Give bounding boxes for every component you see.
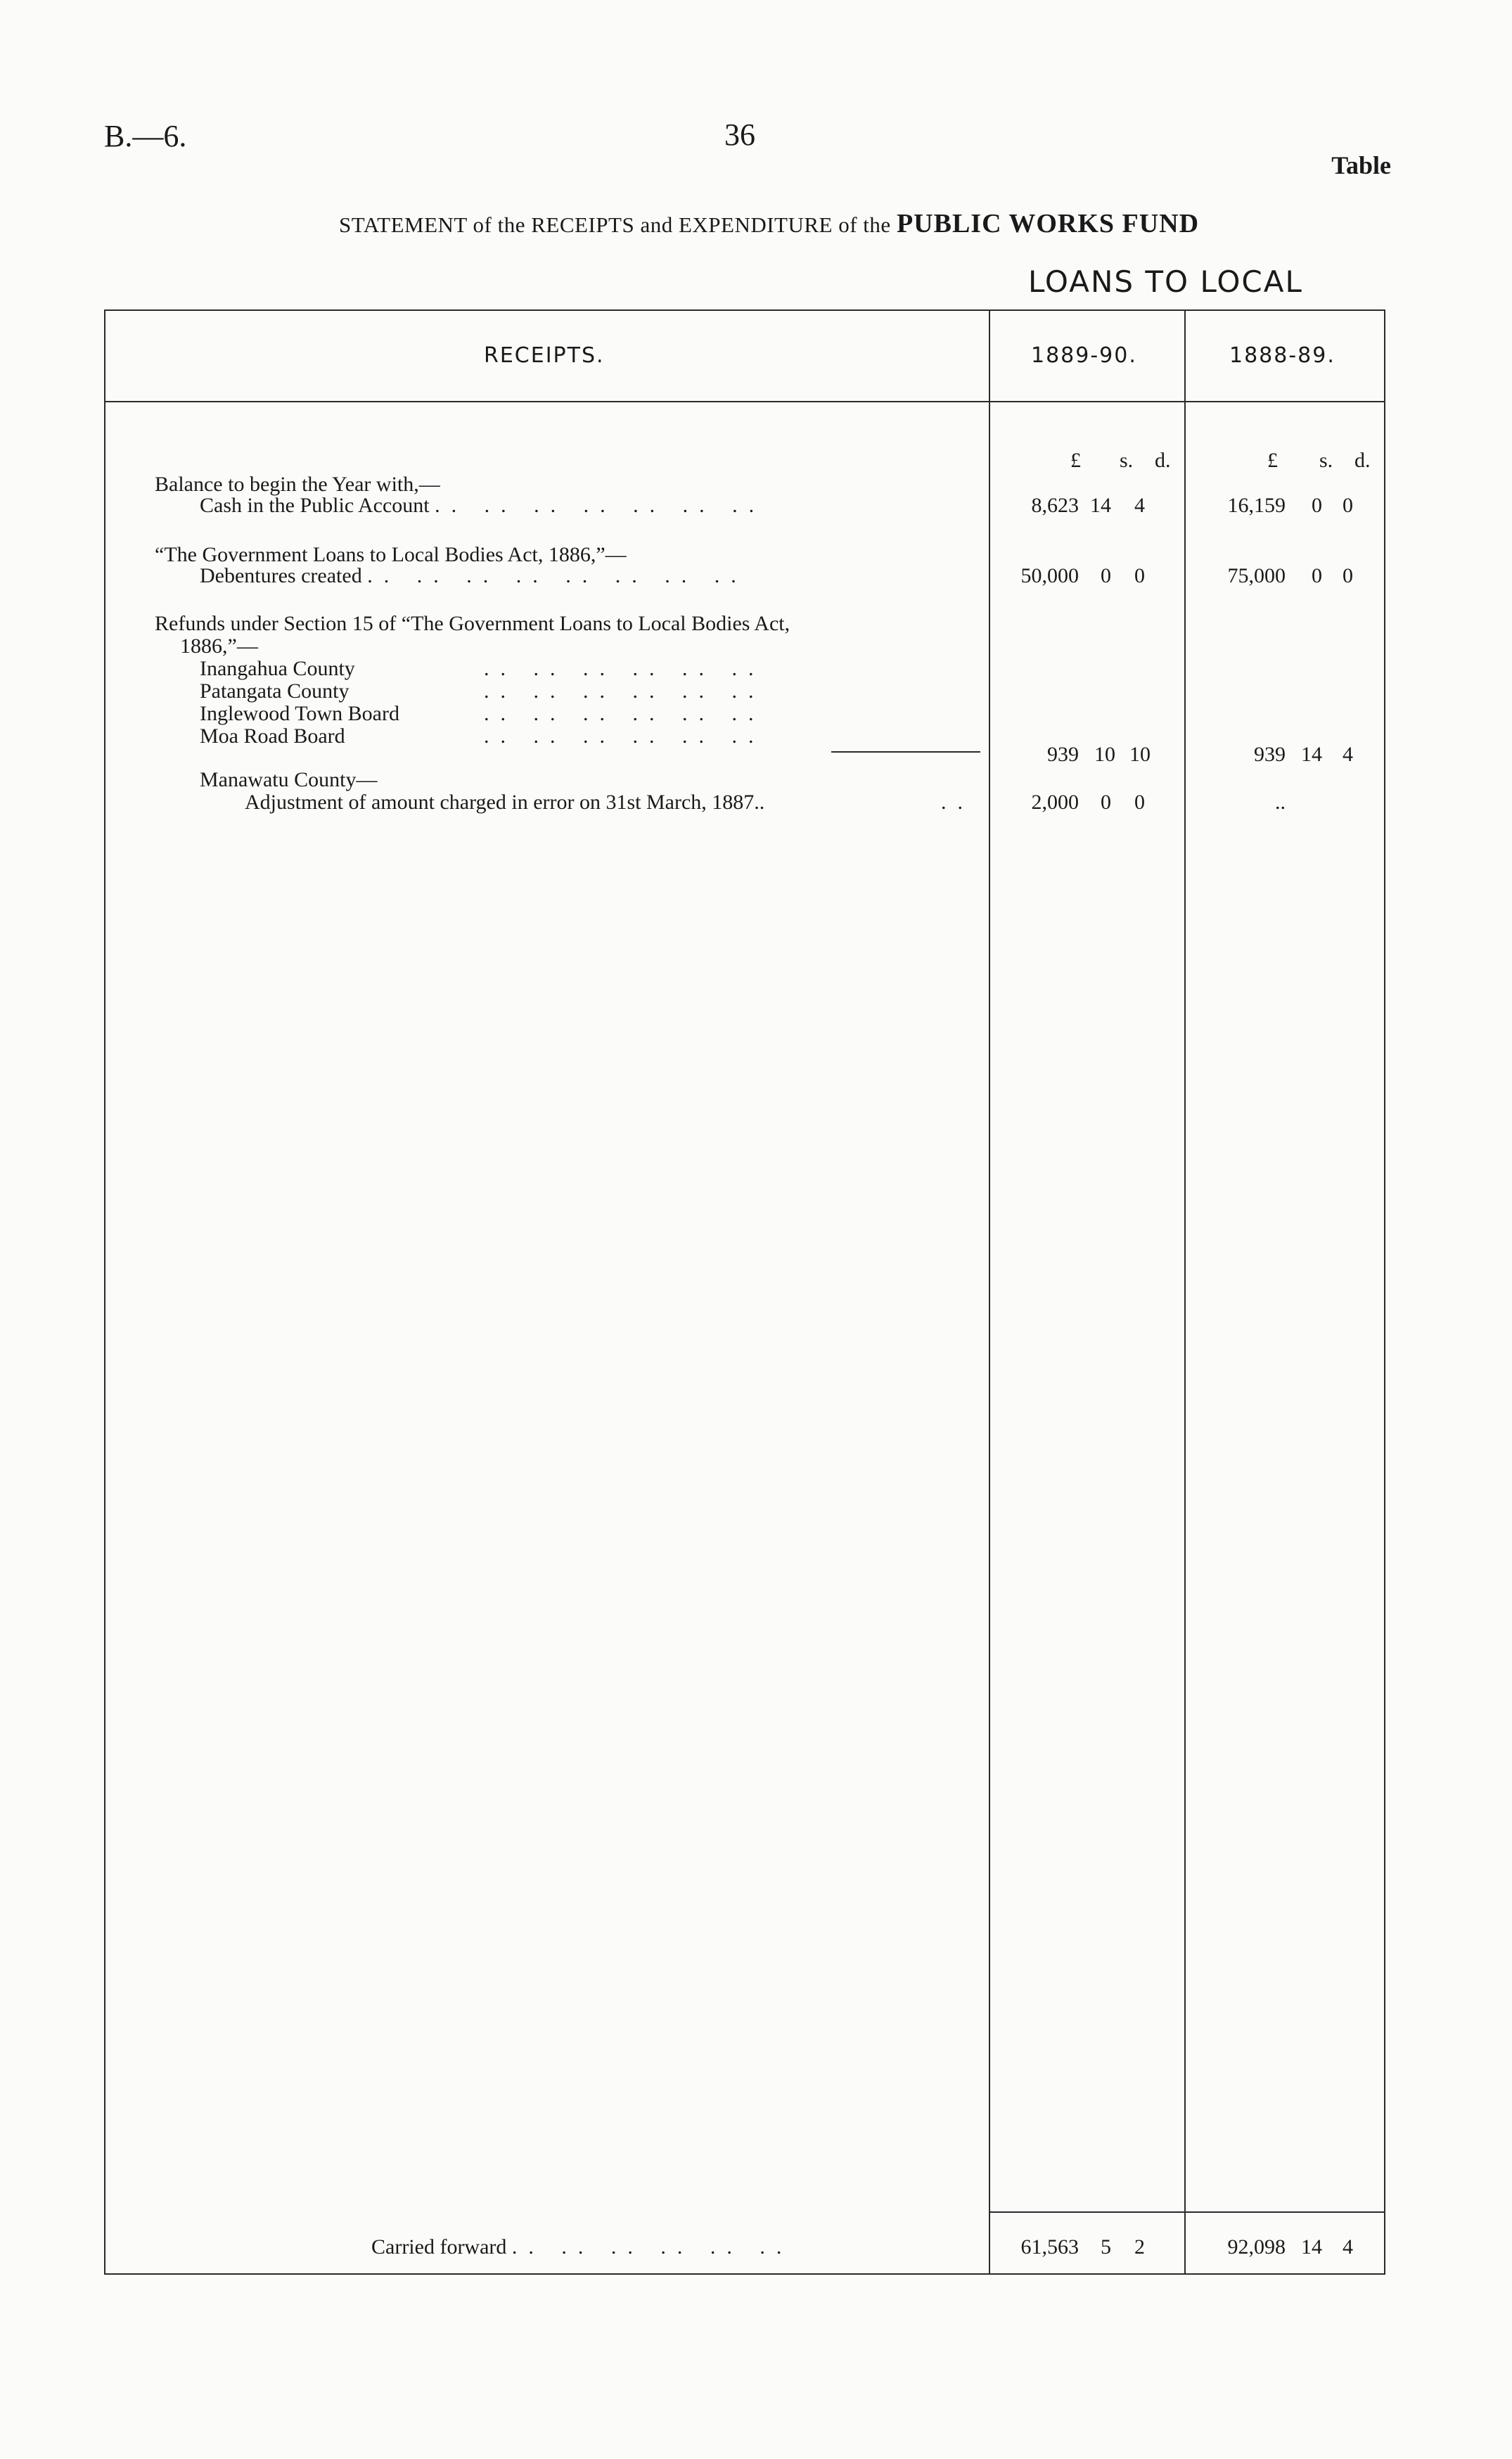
manawatu-heading: Manawatu County— [200,768,378,791]
deb-1888-pounds: 75,000 [1227,564,1286,587]
cash-1889-shillings-col: 14 [1090,494,1111,517]
cash-1889-pence-col: 4 [1134,494,1145,517]
pence-unit-2: d. [1354,449,1371,472]
table-left-rule [104,309,105,2275]
leader-dots: .. .. .. .. .. .. [511,2235,793,2259]
table-label: Table [1331,151,1391,179]
carried-1888-pence: 4 [1343,2235,1353,2259]
refund-subtotal-rule [831,751,980,753]
carried-forward-label: Carried forward [371,2235,507,2259]
carried-1889-pence: 2 [1134,2235,1145,2259]
refund-item-label: Moa Road Board [200,724,345,748]
cash-1888-pounds: 16,159 [1227,494,1286,517]
deb-1888-shillings: 0 [1312,564,1322,587]
debentures-row-label [200,564,748,588]
table-subtitle: LOANS TO LOCAL [1028,264,1303,299]
carried-1889-pounds: 61,563 [1020,2235,1079,2259]
deb-1888-pence: 0 [1343,564,1353,587]
refund-item-label: Inangahua County [200,657,355,680]
leader-dots: .. [941,791,974,814]
refunds-1888-pounds: 939 [1254,743,1286,766]
cash-row-label [200,494,765,518]
deb-1889-pence: 0 [1134,564,1145,587]
cash-label: Cash in the Public Account [200,494,430,517]
refunds-1889-pounds: 939 [1047,743,1079,766]
leader-dots: .. .. .. .. .. .. .. .. [367,564,748,587]
refund-item-label: Patangata County [200,679,350,703]
leader-dots: .. .. .. .. .. .. [484,724,765,748]
year-1888-89-header: 1888-89. [1229,343,1335,368]
deb-1889-shillings: 0 [1101,564,1111,587]
col-divider-1 [989,309,990,2275]
year-1889-90-header: 1889-90. [1031,343,1137,368]
carried-1889-shillings: 5 [1101,2235,1111,2259]
manawatu-label: Adjustment of amount charged in error on 31st March, 1887.. [245,791,765,814]
statement-prefix: STATEMENT of the RECEIPTS and EXPENDITURE of the [339,212,891,237]
statement-title [339,208,1199,239]
shilling-unit-2: s. [1319,449,1333,472]
leader-dots: .. .. .. .. .. .. [484,657,765,680]
manawatu-1889-pounds: 2,000 [1031,791,1079,814]
cash-1888-shillings: 0 [1312,494,1322,517]
table-top-rule [104,309,1385,311]
refunds-1888-shillings: 14 [1301,743,1322,766]
receipts-column-header: RECEIPTS. [484,343,605,368]
manawatu-1888-value: .. [1275,791,1286,814]
refund-item-label: Inglewood Town Board [200,702,399,725]
carried-1888-pounds: 92,098 [1227,2235,1286,2259]
debentures-label: Debentures created [200,564,362,587]
deb-1889-pounds: 50,000 [1020,564,1079,587]
cash-1889-pounds-col: 8,623 [1031,494,1079,517]
statement-fund: PUBLIC WORKS FUND [896,209,1200,238]
refunds-heading: Refunds under Section 15 of “The Government Loans to Local Bodies Act, [155,612,790,635]
act-heading: “The Government Loans to Local Bodies Act, 1886,”— [155,543,627,566]
leader-dots: .. .. .. .. .. .. [484,679,765,703]
table-right-rule [1384,309,1385,2275]
leader-dots: .. .. .. .. .. .. [484,702,765,725]
carried-forward-row [371,2235,793,2259]
pound-unit-1: £ [1070,449,1081,472]
pound-unit-2: £ [1267,449,1278,472]
pence-unit-1: d. [1155,449,1171,472]
document-reference: B.—6. [104,119,187,153]
refunds-1889-shillings: 10 [1094,743,1115,766]
carried-1888-shillings: 14 [1301,2235,1322,2259]
refunds-1888-pence: 4 [1343,743,1353,766]
refunds-1889-pence: 10 [1129,743,1151,766]
manawatu-1889-shillings: 0 [1101,791,1111,814]
refunds-heading-cont: 1886,”— [180,634,258,658]
table-bottom-rule [104,2273,1385,2275]
balance-heading: Balance to begin the Year with,— [155,473,440,496]
shilling-unit-1: s. [1120,449,1134,472]
header-bottom-rule [104,401,1385,402]
col-divider-2 [1184,309,1186,2275]
receipts-table [104,309,1385,2279]
page-number: 36 [724,117,755,152]
leader-dots: .. .. .. .. .. .. .. [435,494,766,517]
cash-1888-pence: 0 [1343,494,1353,517]
carried-forward-rule [989,2211,1385,2213]
manawatu-1889-pence: 0 [1134,791,1145,814]
